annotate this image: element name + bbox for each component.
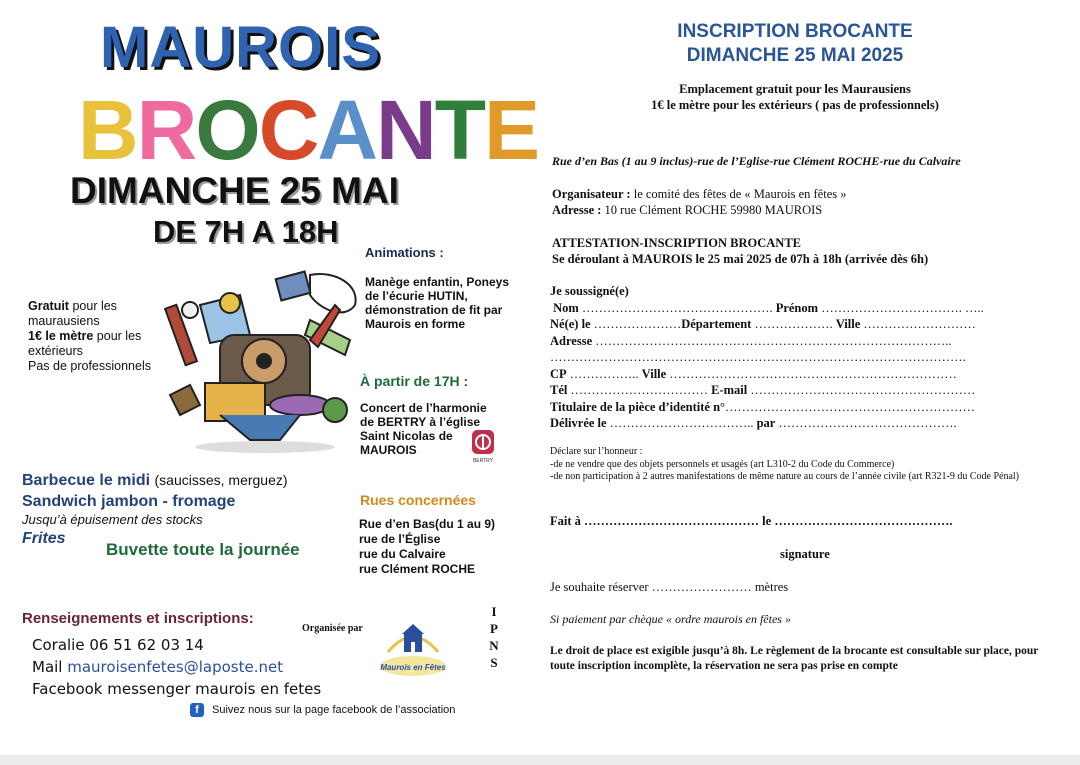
- adresse-field[interactable]: …………………………………………………………………………..: [595, 333, 952, 348]
- barbecue-label: Barbecue le midi: [22, 472, 151, 489]
- logo-text: Maurois en Fêtes: [380, 663, 446, 672]
- brocante-letter: N: [376, 83, 435, 177]
- cheque-note: Si paiement par chèque « ordre maurois en fêtes »: [550, 612, 791, 626]
- adr-value: 10 rue Clément ROCHE 59980 MAUROIS: [601, 203, 823, 217]
- sandwich-line: Sandwich jambon - fromage: [22, 493, 236, 510]
- form-title: [560, 20, 1030, 68]
- form-organisateur: [552, 186, 847, 218]
- declare-item-1: -de ne vendre que des objets personnels et usagés (art L310-2 du Code du Commerce): [550, 458, 895, 470]
- titulaire-label: Titulaire de la pièce d’identité n°: [550, 399, 726, 414]
- brocante-letter: E: [484, 83, 539, 177]
- departement-label: Département: [681, 317, 752, 331]
- ipns-letter: N: [489, 638, 499, 653]
- brocante-letter: A: [317, 83, 377, 177]
- rues-list: [359, 517, 495, 577]
- delivree-label: Délivrée le: [550, 416, 607, 430]
- gratuit-rest: pour les maurausiens: [28, 299, 117, 328]
- ville-label: Ville: [835, 317, 861, 331]
- droit-de-place-note: Le droit de place est exigible jusqu’à 8h. Le règlement de la brocante est consultable sur place, pour toute inscription incomplète, la réservation ne sera pas prise en compte: [550, 645, 1039, 672]
- declaration: [550, 446, 1040, 484]
- cp-label: CP: [550, 366, 567, 381]
- adr-label: Adresse :: [552, 203, 602, 217]
- email-field[interactable]: ………………………………………………: [750, 383, 976, 397]
- metre-bold: 1€ le mètre: [28, 329, 94, 343]
- bottom-border: [0, 755, 1080, 765]
- from-17h-title: À partir de 17H :: [360, 373, 469, 389]
- prenom-label: Prénom: [775, 300, 819, 315]
- brocante-letter: T: [434, 83, 485, 177]
- ville-field[interactable]: ………………………: [863, 317, 976, 331]
- form-rues-line: Rue d’en Bas (1 au 9 inclus)-rue de l’Eglise-rue Clément ROCHE-rue du Calvaire: [552, 154, 961, 168]
- cp-field[interactable]: ……………..: [569, 366, 639, 381]
- buvette-line: Buvette toute la journée: [106, 540, 300, 559]
- contact-facebook: Facebook messenger maurois en fetes: [32, 680, 322, 698]
- metre-rest: pour les extérieurs: [28, 329, 142, 358]
- form-title-line1: INSCRIPTION BROCANTE: [677, 21, 913, 42]
- par-field[interactable]: …………………………………….: [778, 416, 957, 430]
- brocante-letter: O: [195, 83, 259, 177]
- pricing-text: [28, 299, 168, 374]
- ipns-letter: I: [491, 604, 497, 619]
- soussigne-label: Je soussigné(e): [550, 284, 629, 298]
- nom-label: Nom: [553, 300, 579, 315]
- delivree-field[interactable]: ……………………………..: [609, 416, 754, 430]
- declare-title: Déclare sur l’honneur :: [550, 446, 643, 457]
- departement-field[interactable]: ……………….: [754, 317, 833, 331]
- reserve-label: Je souhaite réserver: [550, 580, 649, 594]
- declare-item-2: -de non participation à 2 autres manifestations de même nature au cours de l’année civile (art R321-9 du Code Pénal): [550, 471, 1020, 482]
- fait-a-line: [550, 514, 952, 529]
- fait-a-label: Fait à: [550, 514, 581, 528]
- rue-item: rue Clément ROCHE: [359, 562, 476, 576]
- stocks-note: Jusqu’à épuisement des stocks: [22, 512, 203, 527]
- rues-title: Rues concernées: [360, 492, 476, 508]
- bertry-label: BERTRY: [472, 458, 494, 464]
- tel-label: Tél: [550, 383, 568, 397]
- ne-le-label: Né(e) le: [550, 317, 591, 331]
- poster-hours: DE 7H A 18H: [153, 214, 339, 249]
- reserve-unit: mètres: [754, 580, 789, 594]
- attest-line1: ATTESTATION-INSCRIPTION BROCANTE: [552, 236, 802, 250]
- poster-town-title: MAUROIS: [100, 15, 381, 80]
- renseignements-title: Renseignements et inscriptions:: [22, 610, 254, 627]
- poster-brocante-title: [78, 83, 539, 177]
- facebook-icon[interactable]: f: [190, 703, 204, 717]
- bertry-harmonie-logo: [470, 430, 496, 464]
- gratuit-bold: Gratuit: [28, 299, 69, 313]
- tel-field[interactable]: ……………………………: [570, 383, 708, 397]
- poster-date: DIMANCHE 25 MAI: [70, 170, 399, 211]
- animations-title: Animations :: [365, 245, 444, 260]
- contact-block: [32, 634, 321, 700]
- contact-mail-link[interactable]: mauroisenfetes@laposte.net: [67, 658, 284, 676]
- form-attestation: [552, 235, 928, 267]
- facebook-follow: [190, 703, 455, 717]
- brocante-junk-illustration: [160, 265, 365, 455]
- maurois-en-fetes-logo: [378, 622, 448, 680]
- contact-mail-label: Mail: [32, 658, 68, 676]
- le-field[interactable]: …………………………………….: [774, 514, 953, 528]
- signature-label: signature: [780, 547, 830, 561]
- registration-form: [550, 283, 1050, 432]
- concert-text: Concert de l’harmonie de BERTRY à l’église Saint Nicolas de MAUROIS: [360, 401, 487, 457]
- form-pricing: [560, 81, 1030, 113]
- ne-le-field[interactable]: …………………: [593, 317, 682, 331]
- form-title-line2: DIMANCHE 25 MAI 2025: [686, 45, 904, 66]
- le-label: le: [762, 514, 772, 528]
- ville2-label: Ville: [641, 366, 667, 381]
- facebook-follow-text: Suivez nous sur la page facebook de l’association: [212, 703, 456, 716]
- contact-phone: Coralie 06 51 62 03 14: [32, 636, 204, 654]
- brocante-letter: C: [258, 83, 318, 177]
- ipns-letter: P: [490, 621, 498, 636]
- organisee-par: Organisée par: [302, 623, 363, 634]
- form-pricing-line1: Emplacement gratuit pour les Maurausiens: [679, 82, 911, 96]
- animations-text: Manège enfantin, Poneys de l’écurie HUTIN, démonstration de fit par Maurois en forme: [365, 275, 510, 331]
- pas-pro: Pas de professionnels: [28, 359, 151, 373]
- brocante-letter: R: [136, 83, 196, 177]
- reserve-line: [550, 580, 788, 595]
- adresse-field-2[interactable]: ……………………………………………………………………………………….: [550, 350, 966, 364]
- adresse-label: Adresse: [550, 333, 593, 348]
- attest-line2: Se déroulant à MAUROIS le 25 mai 2025 de 07h à 18h (arrivée dès 6h): [552, 252, 929, 266]
- nom-field[interactable]: ……………………………………….: [581, 300, 773, 315]
- ipns-mark: [488, 603, 500, 671]
- form-pricing-line2: 1€ le mètre pour les extérieurs ( pas de professionnels): [651, 98, 939, 112]
- frites-line: Frites: [22, 530, 66, 547]
- ipns-letter: S: [490, 655, 498, 670]
- email-label: E-mail: [711, 383, 748, 397]
- rue-item: Rue d’en Bas(du 1 au 9): [359, 517, 496, 531]
- titulaire-field[interactable]: ……………………………………………………: [725, 399, 976, 414]
- par-label: par: [756, 416, 776, 430]
- fait-a-field[interactable]: ……………………………………: [584, 514, 760, 528]
- org-label: Organisateur :: [552, 187, 631, 201]
- rue-item: rue de l’Église: [359, 532, 441, 546]
- reserve-field[interactable]: ……………………: [651, 580, 752, 594]
- ville2-field[interactable]: ……………………………………………………………: [669, 366, 957, 381]
- org-value: le comité des fêtes de « Maurois en fêtes »: [630, 187, 847, 201]
- contact-mail-line: [32, 656, 321, 678]
- brocante-letter: B: [78, 83, 137, 177]
- barbecue-detail: (saucisses, merguez): [154, 472, 288, 488]
- rue-item: rue du Calvaire: [359, 547, 446, 561]
- prenom-field[interactable]: ……………………………. …..: [821, 300, 984, 315]
- barbecue-line: [22, 472, 288, 490]
